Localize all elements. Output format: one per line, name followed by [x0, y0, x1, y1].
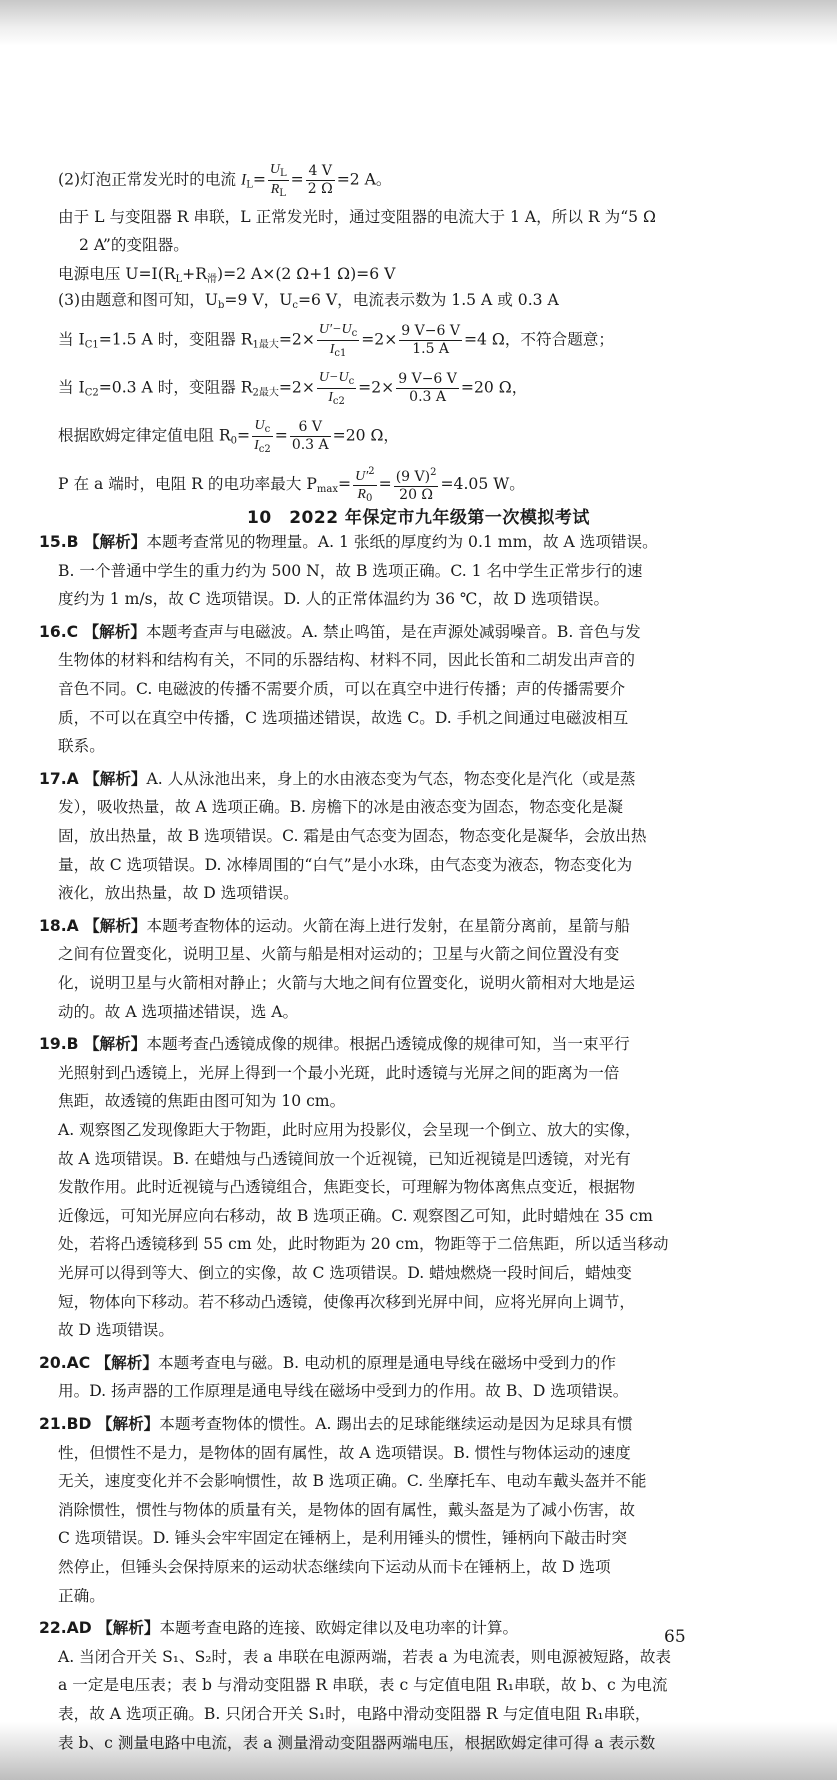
solution-line-6: 当 $I_{C1}=1.5$ A 时，变阻器 $R_{1最大}=2\times$ $\frac{U'-U_c}{I_{c1}}$ =2× $\frac{9 V-6 V}{1.5 A}$ =4 Ω，不符合题意； [58, 322, 614, 359]
answer-choice: BD [66, 1415, 97, 1433]
fraction: $\frac{U-U_c}{I_{c2}}$ [318, 370, 355, 407]
analysis-line: 表 b、c 测量电路中电流，表 a 测量滑动变阻器两端电压，根据欧姆定律可得 a 表示数 [58, 1733, 656, 1752]
analysis-line: 度约为 1 m/s，故 C 选项错误。D. 人的正常体温约为 36 ℃，故 D 选项错误。 [58, 590, 610, 609]
answer-choice: B [66, 1035, 84, 1054]
answer-choice: A [66, 769, 85, 788]
solution-line-5: (3)由题意和图可知，$U_b=9$ V，$U_c=6$ V，电流表示数为 1.5 A 或 0.3 A [58, 291, 559, 311]
question-number: 18. [39, 916, 67, 935]
question-number: 15. [39, 533, 67, 551]
question-number: 22. [39, 1619, 67, 1638]
analysis-line: 发散作用。此时近视镜与凸透镜组合，焦距变长，可理解为物体离焦点变近，根据物 [58, 1178, 635, 1197]
solution-line-7: 当 $I_{C2}=0.3$ A 时，变阻器 $R_{2最大}=2\times$ $\frac{U-U_c}{I_{c2}}$ =2× $\frac{9 V-6 V}{0.3 A}$ =20 Ω， [58, 370, 528, 407]
analysis-text: 本题考查常见的物理量。A. 1 张纸的厚度约为 0.1 mm，故 A 选项错误。 [146, 533, 658, 551]
question-22-first-line [39, 1621, 518, 1637]
question-15-first-line [39, 535, 658, 551]
analysis-line: 发），吸收热量，故 A 选项正确。B. 房檐下的冰是由液态变为固态，物态变化是凝 [58, 798, 623, 817]
analysis-text: 本题考查物体的惯性。A. 踢出去的足球能继续运动是因为足球具有惯 [159, 1415, 633, 1433]
analysis-line: 动的。故 A 选项描述错误，选 A。 [58, 1002, 299, 1021]
question-17-first-line [39, 769, 636, 788]
analysis-tag: 【解析】 [83, 1035, 147, 1054]
analysis-line: C 选项错误。D. 锤头会牢牢固定在锤柄上，是利用锤头的惯性，锤柄向下敲击时突 [58, 1529, 627, 1548]
analysis-line: B. 一个普通中学生的重力约为 500 N，故 B 选项正确。C. 1 名中学生正常步行的速 [58, 561, 643, 580]
question-19-first-line [39, 1037, 630, 1053]
analysis-line: 然停止，但锤头会保持原来的运动状态继续向下运动从而卡在锤柄上，故 D 选项 [58, 1558, 611, 1576]
fraction: $\frac{9 V-6 V}{0.3 A}$ [398, 370, 457, 405]
question-16-first-line [39, 622, 641, 641]
question-number: 21. [39, 1415, 67, 1433]
analysis-tag: 【解析】 [84, 769, 147, 788]
analysis-tag: 【解析】 [95, 1353, 158, 1372]
fraction: $\frac{9 V-6 V}{1.5 A}$ [401, 322, 460, 357]
analysis-line: 固，放出热量，故 B 选项错误。C. 霜是由气态变为固态，物态变化是凝华，会放出热 [58, 827, 647, 845]
fraction: $\frac{U'-U_c}{I_{c1}}$ [318, 322, 358, 359]
analysis-tag: 【解析】 [97, 1619, 160, 1638]
fraction: $\frac{U_c}{I_{c2}}$ [254, 418, 271, 455]
analysis-line: 质，不可以在真空中传播，C 选项描述错误，故选 C。D. 手机之间通过电磁波相互 [58, 708, 629, 727]
answer-choice: A [66, 916, 85, 935]
analysis-line: 液化，放出热量，故 D 选项错误。 [58, 884, 299, 903]
analysis-line: 无关，速度变化并不会影响惯性，故 B 选项正确。C. 坐摩托车、电动车戴头盔并不能 [58, 1472, 647, 1491]
answer-choice: B [66, 533, 84, 551]
analysis-line: 光屏可以得到等大、倒立的实像，故 C 选项错误。D. 蜡烛燃烧一段时间后，蜡烛变 [58, 1264, 632, 1282]
analysis-tag: 【解析】 [83, 622, 146, 641]
analysis-line: 消除惯性，惯性与物体的质量有关，是物体的固有属性，戴头盔是为了减小伤害，故 [58, 1500, 635, 1519]
solution-line-8: 根据欧姆定律定值电阻 $R_0=$ $\frac{U_c}{I_{c2}}$ = $\frac{6 V}{0.3 A}$ =20 Ω， [58, 418, 400, 455]
analysis-line: 短，物体向下移动。若不移动凸透镜，使像再次移到光屏中间，应将光屏向上调节， [58, 1292, 635, 1311]
analysis-line: A. 当闭合开关 S₁、S₂时，表 a 串联在电源两端，若表 a 为电流表，则电源被短路，故表 [58, 1647, 672, 1666]
analysis-text: 本题考查电路的连接、欧姆定律以及电功率的计算。 [159, 1619, 519, 1638]
solution-line-3: 2 A”的变阻器。 [79, 236, 189, 254]
solution-line-4: 电源电压 $U=I(R_L+R_滑)=2$ A×(2 Ω+1 Ω)=6 V [58, 265, 396, 285]
solution-line-2: 由于 L 与变阻器 R 串联，L 正常发光时，通过变阻器的电流大于 1 A，所以 R 为“5 Ω [58, 208, 656, 226]
analysis-line: 光照射到凸透镜上，光屏上得到一个最小光斑，此时透镜与光屏之间的距离为一倍 [58, 1063, 620, 1082]
question-21-first-line [39, 1417, 633, 1433]
analysis-line: a 一定是电压表；表 b 与滑动变阻器 R 串联，表 c 与定值电阻 R₁串联，故 b、c 为电流 [58, 1676, 668, 1695]
analysis-line: 正确。 [58, 1586, 105, 1605]
analysis-line: 之间有位置变化，说明卫星、火箭与船是相对运动的；卫星与火箭之间位置没有变 [58, 945, 620, 964]
analysis-line: 量，故 C 选项错误。D. 冰棒周围的“白气”是小水珠，由气态变为液态，物态变化为 [58, 855, 633, 874]
analysis-line: A. 观察图乙发现像距大于物距，此时应用为投影仪，会呈现一个倒立、放大的实像， [58, 1121, 641, 1139]
question-number: 16. [39, 622, 67, 641]
analysis-line: 焦距，故透镜的焦距由图可知为 10 cm。 [58, 1092, 346, 1111]
page-number: 65 [664, 1627, 686, 1647]
question-18-first-line [39, 916, 630, 935]
analysis-tag: 【解析】 [83, 533, 147, 551]
analysis-text: 本题考查声与电磁波。A. 禁止鸣笛，是在声源处减弱噪音。B. 音色与发 [145, 622, 641, 641]
analysis-text: 本题考查物体的运动。火箭在海上进行发射，在星箭分离前，星箭与船 [146, 916, 630, 935]
question-number: 17. [39, 769, 67, 788]
analysis-line: 音色不同。C. 电磁波的传播不需要介质，可以在真空中进行传播；声的传播需要介 [58, 680, 626, 698]
analysis-line: 近像远，可知光屏应向右移动，故 B 选项正确。C. 观察图乙可知，此时蜡烛在 35 cm [58, 1206, 653, 1225]
solution-line-1: (2)灯泡正常发光时的电流 $I_L=$ $\frac{U_L}{R_L}$ = $\frac{4 V}{2 \Omega}$ =2 A。 [58, 162, 392, 199]
analysis-line: 性，但惯性不是力，是物体的固有属性，故 A 选项错误。B. 惯性与物体运动的速度 [58, 1443, 631, 1462]
question-20-first-line [39, 1353, 616, 1372]
analysis-tag: 【解析】 [84, 916, 147, 935]
fraction: $\frac{6 V}{0.3 A}$ [291, 418, 329, 453]
fraction: $\frac{4 V}{2 \Omega}$ [307, 162, 333, 197]
analysis-tag: 【解析】 [96, 1415, 160, 1433]
fraction: $\frac{U'^2}{R_0}$ [355, 466, 375, 505]
analysis-line: 故 D 选项错误。 [58, 1321, 174, 1340]
analysis-text: A. 人从泳池出来，身上的水由液态变为气态，物态变化是汽化（或是蒸 [146, 769, 636, 788]
fraction: $\frac{U_L}{R_L}$ [269, 162, 287, 199]
analysis-line: 表，故 A 选项正确。B. 只闭合开关 S₁时，电路中滑动变阻器 R 与定值电阻 R₁串联， [58, 1705, 651, 1723]
answer-choice: AD [66, 1619, 98, 1638]
analysis-line: 处，若将凸透镜移到 55 cm 处，此时物距为 20 cm，物距等于二倍焦距，所以适当移动 [58, 1235, 669, 1254]
question-number: 20. [39, 1353, 67, 1372]
analysis-line: 用。D. 扬声器的工作原理是通电导线在磁场中受到力的作用。故 B、D 选项错误。 [58, 1382, 629, 1401]
analysis-line: 化，说明卫星与火箭相对静止；火箭与大地之间有位置变化，说明火箭相对大地是运 [58, 974, 635, 992]
question-number: 19. [39, 1035, 67, 1054]
analysis-line: 联系。 [58, 737, 105, 756]
answer-choice: AC [66, 1353, 96, 1372]
analysis-text: 本题考查凸透镜成像的规律。根据凸透镜成像的规律可知，当一束平行 [146, 1035, 630, 1054]
solution-line-9: P 在 a 端时，电阻 R 的电功率最大 $P_{max}=$ $\frac{U'^2}{R_0}$ = $\frac{(9 V)^2}{20 \Omega}$ =4.05 W。 [58, 466, 525, 505]
answer-choice: C [66, 622, 84, 641]
analysis-line: 故 A 选项错误。B. 在蜡烛与凸透镜间放一个近视镜，已知近视镜是凹透镜，对光有 [58, 1149, 631, 1168]
analysis-text: 本题考查电与磁。B. 电动机的原理是通电导线在磁场中受到力的作 [157, 1353, 616, 1372]
fraction: $\frac{(9 V)^2}{20 \Omega}$ [395, 466, 437, 504]
section-title: 10 2022 年保定市九年级第一次模拟考试 [247, 508, 590, 528]
analysis-line: 生物体的材料和结构有关，不同的乐器结构、材料不同，因此长笛和二胡发出声音的 [58, 651, 635, 670]
